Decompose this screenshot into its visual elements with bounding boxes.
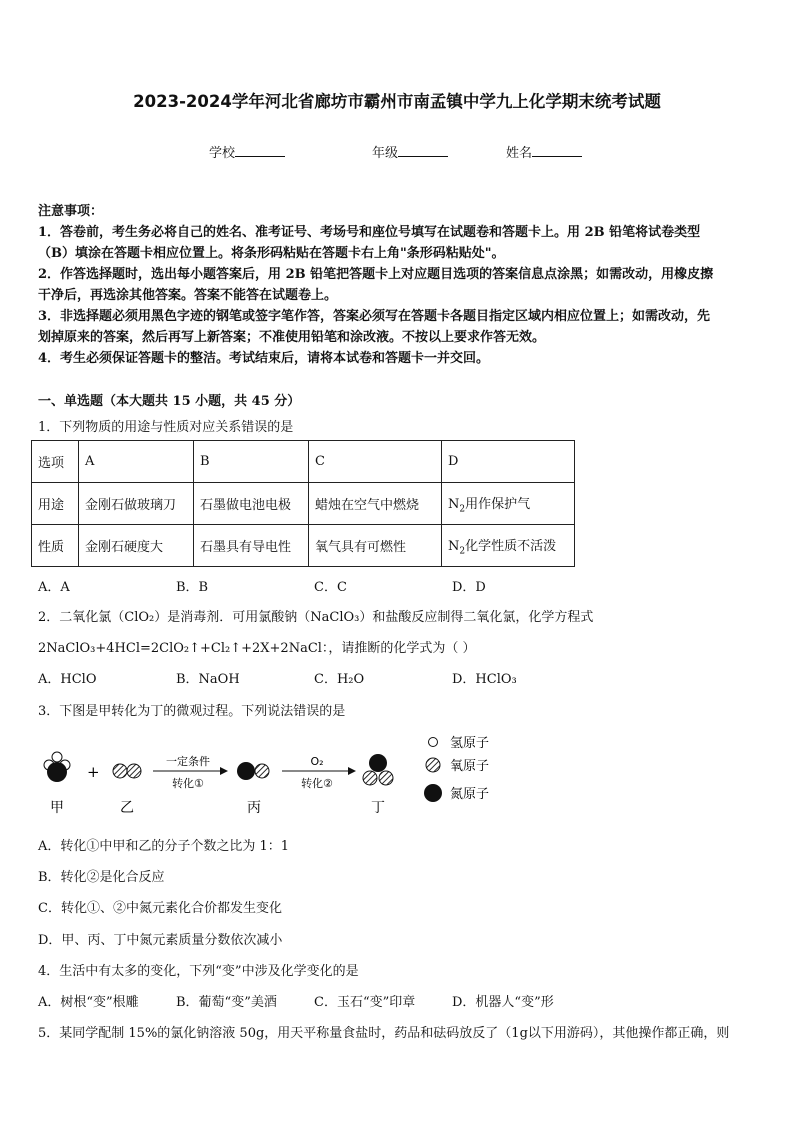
legend-nitrogen-icon: [424, 784, 442, 802]
n2-subscript: 2: [459, 504, 466, 515]
table-cell: 性质: [32, 525, 79, 567]
note-3a: 3．非选择题必须用黑色字迹的钢笔或签字笔作答，答案必须写在答题卡各题目指定区域内相应位置上；如需改动，先: [38, 309, 711, 324]
table-row: [32, 525, 575, 567]
label-yi: 乙: [120, 800, 134, 816]
name-blank[interactable]: [532, 144, 582, 157]
molecule-ding: [363, 754, 393, 785]
note-1b: （B）填涂在答题卡相应位置上。将条形码粘贴在答题卡右上角"条形码粘贴处"。: [38, 246, 505, 261]
arrow1-condition: 一定条件: [166, 755, 210, 768]
table-row: [32, 441, 575, 483]
q5-stem: 5．某同学配制 15%的氯化钠溶液 50g，用天平称量食盐时，药品和砝码放反了（1g以下用游码），其他操作都正确，则: [38, 1026, 730, 1041]
school-field[interactable]: [209, 142, 285, 161]
table-cell-text: 化学性质不活泼: [465, 538, 557, 554]
table-cell: 金刚石做玻璃刀: [79, 483, 194, 525]
table-cell: [442, 525, 575, 567]
table-cell: 金刚石硬度大: [79, 525, 194, 567]
table-cell: A: [79, 441, 194, 483]
legend-hydrogen-icon: [429, 738, 438, 747]
table-cell: C: [309, 441, 442, 483]
note-2a: 2．作答选择题时，选出每小题答案后，用 2B 铅笔把答题卡上对应题目选项的答案信息点涂黑；如需改动，用橡皮擦: [38, 267, 714, 282]
label-jia: 甲: [50, 800, 64, 816]
q3-option-a[interactable]: A．转化①中甲和乙的分子个数之比为 1：1: [38, 839, 290, 854]
n2-symbol: N: [448, 538, 460, 554]
table-cell: 用途: [32, 483, 79, 525]
q3-option-b[interactable]: B．转化②是化合反应: [38, 870, 165, 885]
legend-hydrogen: 氢原子: [450, 736, 490, 751]
q2-stem: 2．二氧化氯（ClO₂）是消毒剂．可用氯酸钠（NaClO₃）和盐酸反应制得二氧化氯，化学方程式: [38, 610, 594, 625]
arrow2-label: 转化②: [301, 777, 333, 790]
reaction-diagram: [30, 728, 510, 823]
note-2b: 干净后，再选涂其他答案。答案不能答在试题卷上。: [38, 288, 338, 303]
table-cell: [442, 483, 575, 525]
note-1a: 1．答卷前，考生务必将自己的姓名、准考证号、考场号和座位号填写在试题卷和答题卡上。用 2B 铅笔将试卷类型: [38, 225, 701, 240]
grade-field[interactable]: [372, 142, 448, 161]
q2-option-c[interactable]: C．H₂O: [314, 672, 365, 687]
q4-option-a[interactable]: A．树根“变”根雕: [38, 995, 139, 1010]
legend-oxygen-icon: [426, 758, 440, 772]
molecule-bing: [237, 762, 269, 780]
table-cell: 选项: [32, 441, 79, 483]
q4-option-b[interactable]: B．葡萄“变”美酒: [176, 995, 277, 1010]
q1-stem: 1．下列物质的用途与性质对应关系错误的是: [38, 420, 294, 435]
name-label: 姓名: [506, 146, 533, 161]
q3-option-d[interactable]: D．甲、丙、丁中氮元素质量分数依次减小: [38, 933, 283, 948]
q2-equation: 2NaClO₃+4HCl=2ClO₂↑+Cl₂↑+2X+2NaCl：，请推断的化学式为（ ）: [38, 641, 476, 656]
plus-sign: +: [87, 763, 100, 781]
arrow-2-head: [348, 767, 356, 775]
n2-subscript: 2: [459, 546, 466, 557]
legend-oxygen: 氧原子: [450, 759, 490, 774]
q3-option-c[interactable]: C．转化①、②中氮元素化合价都发生变化: [38, 901, 282, 916]
table-cell: 石墨具有导电性: [194, 525, 309, 567]
q4-stem: 4．生活中有太多的变化，下列“变”中涉及化学变化的是: [38, 964, 359, 979]
n2-symbol: N: [448, 496, 460, 512]
table-cell: B: [194, 441, 309, 483]
molecule-jia: [44, 752, 70, 782]
table-row: [32, 483, 575, 525]
table-cell: 氧气具有可燃性: [309, 525, 442, 567]
q4-option-d[interactable]: D．机器人“变”形: [452, 995, 554, 1010]
q1-option-b[interactable]: B．B: [176, 580, 209, 595]
label-bing: 丙: [247, 800, 261, 816]
molecule-yi: [113, 764, 141, 778]
school-blank[interactable]: [235, 144, 285, 157]
legend-nitrogen: 氮原子: [450, 787, 490, 802]
q1-option-c[interactable]: C．C: [314, 580, 347, 595]
table-cell: 石墨做电池电极: [194, 483, 309, 525]
table-cell: 蜡烛在空气中燃烧: [309, 483, 442, 525]
table-cell-text: 用作保护气: [465, 496, 531, 512]
q2-option-b[interactable]: B．NaOH: [176, 672, 240, 687]
arrow-1-head: [220, 767, 228, 775]
label-ding: 丁: [371, 800, 385, 816]
table-cell: D: [442, 441, 575, 483]
arrow1-label: 转化①: [172, 777, 204, 790]
note-3b: 划掉原来的答案，然后再写上新答案；不准使用铅笔和涂改液。不按以上要求作答无效。: [38, 330, 546, 345]
q1-table: [31, 440, 575, 567]
school-label: 学校: [209, 146, 236, 161]
page-title: 2023-2024学年河北省廊坊市霸州市南孟镇中学九上化学期末统考试题: [133, 92, 661, 111]
q1-option-a[interactable]: A．A: [38, 580, 70, 595]
name-field[interactable]: [506, 142, 582, 161]
q4-option-c[interactable]: C．玉石“变”印章: [314, 995, 416, 1010]
q2-option-a[interactable]: A．HClO: [38, 672, 97, 687]
note-4: 4．考生必须保证答题卡的整洁。考试结束后，请将本试卷和答题卡一并交回。: [38, 351, 490, 366]
arrow2-reagent: O₂: [310, 755, 324, 768]
grade-blank[interactable]: [398, 144, 448, 157]
q1-option-d[interactable]: D．D: [452, 580, 486, 595]
grade-label: 年级: [372, 146, 399, 161]
q3-stem: 3．下图是甲转化为丁的微观过程。下列说法错误的是: [38, 704, 346, 719]
q2-option-d[interactable]: D．HClO₃: [452, 672, 517, 687]
notes-heading: 注意事项：: [38, 204, 104, 219]
section-heading: 一、单选题（本大题共 15 小题，共 45 分）: [38, 394, 301, 409]
